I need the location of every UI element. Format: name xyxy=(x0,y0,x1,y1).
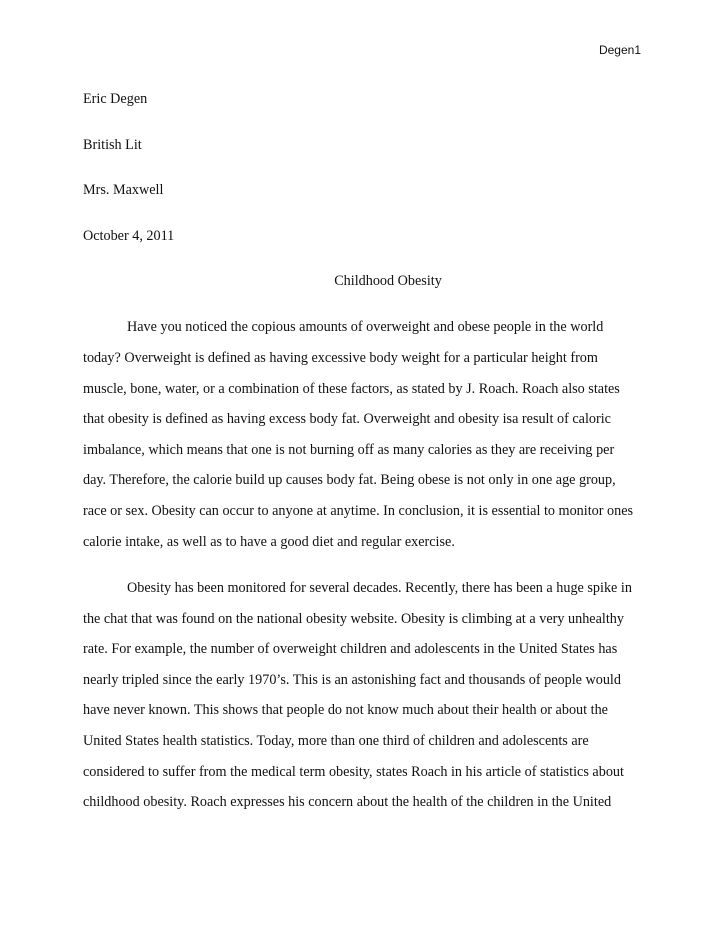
paragraph-line: day. Therefore, the calorie build up causes body fat. Being obese is not only in one age group, xyxy=(83,472,616,489)
paragraph-line: rate. For example, the number of overweight children and adolescents in the United States has xyxy=(83,641,618,658)
paragraph-line: today? Overweight is defined as having excessive body weight for a particular height from xyxy=(83,350,598,367)
essay-title: Childhood Obesity xyxy=(334,273,442,290)
paragraph-line: Obesity has been monitored for several decades. Recently, there has been a huge spike in xyxy=(127,580,632,597)
paragraph-line: have never known. This shows that people do not know much about their health or about the xyxy=(83,702,608,719)
author-name: Eric Degen xyxy=(83,91,148,107)
paragraph-line: Have you noticed the copious amounts of overweight and obese people in the world xyxy=(127,319,604,336)
essay-date: October 4, 2011 xyxy=(83,227,175,244)
paragraph-line: the chat that was found on the national obesity website. Obesity is climbing at a very unhealthy xyxy=(83,610,624,627)
paragraph-line: imbalance, which means that one is not burning off as many calories as they are receiving per xyxy=(83,441,615,458)
paragraph-line: United States health statistics. Today, more than one third of children and adolescents are xyxy=(83,732,589,749)
paragraph-line: nearly tripled since the early 1970’s. This is an astonishing fact and thousands of people would xyxy=(83,671,621,688)
paragraph-line: calorie intake, as well as to have a good diet and regular exercise. xyxy=(83,533,455,550)
paragraph-line: that obesity is defined as having excess body fat. Overweight and obesity isa result of caloric xyxy=(83,411,611,428)
paragraph-line: muscle, bone, water, or a combination of these factors, as stated by J. Roach. Roach also states xyxy=(83,380,620,397)
paragraph-line: childhood obesity. Roach expresses his concern about the health of the children in the United xyxy=(83,794,612,811)
paragraph-line: considered to suffer from the medical term obesity, states Roach in his article of statistics about xyxy=(83,763,624,780)
paragraph-line: race or sex. Obesity can occur to anyone at anytime. In conclusion, it is essential to monitor ones xyxy=(83,503,634,520)
essay-body xyxy=(83,84,663,834)
paragraph-1 xyxy=(83,312,663,557)
paragraph-2 xyxy=(83,573,663,818)
instructor-name: Mrs. Maxwell xyxy=(83,182,164,199)
running-head: Degen1 xyxy=(598,43,641,57)
course-name: British Lit xyxy=(83,136,142,153)
